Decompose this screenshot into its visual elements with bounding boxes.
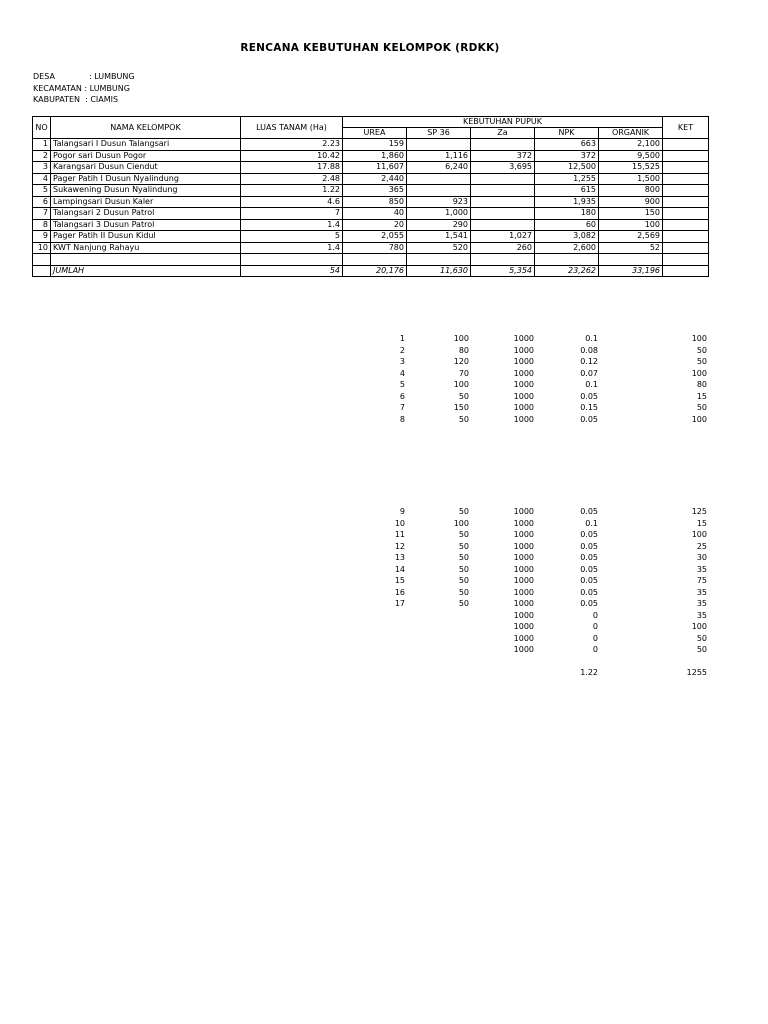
calc-value: 0.15 xyxy=(580,403,598,412)
cell-no: 6 xyxy=(33,196,51,208)
cell-urea: 780 xyxy=(343,242,407,254)
calc-value: 50 xyxy=(458,541,469,551)
calc-value: 120 xyxy=(453,357,469,366)
calc-value: 1000 xyxy=(513,599,534,608)
cell-ket xyxy=(663,162,709,174)
table-row xyxy=(33,139,709,151)
cell-luas-tanam: 7 xyxy=(241,208,343,220)
calc-row xyxy=(0,518,768,530)
calc-value: 12 xyxy=(394,541,405,551)
empty-cell xyxy=(407,254,471,266)
calc-value: 15 xyxy=(696,518,707,528)
cell-luas-tanam: 10.42 xyxy=(241,150,343,162)
cell-nama-kelompok: Talangsari 2 Dusun Patrol xyxy=(51,208,241,220)
cell-za: 1,027 xyxy=(471,231,535,243)
calc-value: 25 xyxy=(696,541,707,551)
table-row xyxy=(33,219,709,231)
calc-row xyxy=(0,414,768,426)
calc-value: 14 xyxy=(394,564,405,574)
cell-no: 2 xyxy=(33,150,51,162)
cell-urea: 850 xyxy=(343,196,407,208)
calc-value: 8 xyxy=(399,414,405,424)
calc-value: 1000 xyxy=(513,357,534,366)
calc-value: 35 xyxy=(696,599,707,608)
cell-no: 5 xyxy=(33,185,51,197)
calc-value: 100 xyxy=(691,622,707,631)
empty-cell xyxy=(663,265,709,277)
table-row xyxy=(33,150,709,162)
cell-luas-tanam: 4.6 xyxy=(241,196,343,208)
calc-value: 150 xyxy=(453,403,469,412)
cell-npk: 663 xyxy=(535,139,599,151)
calc-row xyxy=(0,644,768,656)
calc-value: 0.12 xyxy=(580,357,598,366)
calc-value: 100 xyxy=(691,414,707,424)
cell-organik: 15,525 xyxy=(599,162,663,174)
calc-row xyxy=(0,587,768,599)
calc-value: 0.05 xyxy=(580,564,598,574)
cell-nama-kelompok: Pogor sari Dusun Pogor xyxy=(51,150,241,162)
cell-urea: 20 xyxy=(343,219,407,231)
calc-value: 13 xyxy=(394,553,405,562)
calc-row xyxy=(0,610,768,622)
cell-nama-kelompok: Lampingsari Dusun Kaler xyxy=(51,196,241,208)
calc-value: 125 xyxy=(691,507,707,516)
calc-value: 7 xyxy=(399,403,405,412)
cell-npk: 180 xyxy=(535,208,599,220)
calc-value: 0.05 xyxy=(580,587,598,597)
cell-luas-tanam: 1.22 xyxy=(241,185,343,197)
calc-value: 50 xyxy=(458,553,469,562)
cell-sp36 xyxy=(407,139,471,151)
calc-value: 17 xyxy=(394,599,405,608)
calc-value: 1000 xyxy=(513,645,534,654)
cell-organik: 2,569 xyxy=(599,231,663,243)
table-row xyxy=(33,231,709,243)
cell-npk: 60 xyxy=(535,219,599,231)
cell-ket xyxy=(663,185,709,197)
cell-luas-tanam: 1.4 xyxy=(241,242,343,254)
calc-value: 15 xyxy=(696,391,707,401)
calc-value: 11 xyxy=(394,530,405,539)
header-nama-kelompok: NAMA KELOMPOK xyxy=(51,117,241,139)
cell-urea: 1,860 xyxy=(343,150,407,162)
calc-row xyxy=(0,391,768,403)
calc-value: 3 xyxy=(399,357,405,366)
calc-value: 70 xyxy=(458,368,469,378)
cell-sp36: 923 xyxy=(407,196,471,208)
calc-value: 35 xyxy=(696,610,707,620)
calc-value: 1000 xyxy=(513,391,534,401)
empty-cell xyxy=(343,254,407,266)
calc-value: 1000 xyxy=(513,610,534,620)
cell-sp36: 520 xyxy=(407,242,471,254)
calc-value: 1000 xyxy=(513,587,534,597)
cell-luas-tanam: 2.23 xyxy=(241,139,343,151)
header-organik: ORGANIK xyxy=(599,128,663,139)
calc-row xyxy=(0,368,768,380)
empty-cell xyxy=(33,254,51,266)
empty-cell xyxy=(599,254,663,266)
calc-value: 0.1 xyxy=(585,380,598,389)
calc-value: 0.1 xyxy=(585,334,598,343)
calc-value: 1000 xyxy=(513,380,534,389)
cell-npk: 2,600 xyxy=(535,242,599,254)
calc-value: 0 xyxy=(592,633,598,643)
calc-value: 16 xyxy=(394,587,405,597)
calc-value: 0.07 xyxy=(580,368,598,378)
header-ket: KET xyxy=(663,117,709,139)
calc-value: 50 xyxy=(696,633,707,643)
calc-row xyxy=(0,541,768,553)
calc-row xyxy=(0,575,768,587)
cell-urea: 159 xyxy=(343,139,407,151)
calc-value: 50 xyxy=(458,599,469,608)
cell-npk: 12,500 xyxy=(535,162,599,174)
cell-sp36: 1,000 xyxy=(407,208,471,220)
cell-organik: 1,500 xyxy=(599,173,663,185)
calc-value: 1000 xyxy=(513,334,534,343)
cell-organik: 800 xyxy=(599,185,663,197)
calc-value: 0.05 xyxy=(580,507,598,516)
calc-value: 100 xyxy=(691,368,707,378)
calc-value: 0.05 xyxy=(580,391,598,401)
cell-npk: 615 xyxy=(535,185,599,197)
cell-ket xyxy=(663,208,709,220)
calc-value: 0.08 xyxy=(580,345,598,355)
cell-ket xyxy=(663,150,709,162)
cell-npk: 3,082 xyxy=(535,231,599,243)
cell-ket xyxy=(663,173,709,185)
table-row xyxy=(33,208,709,220)
calc-row xyxy=(0,333,768,345)
calc-value: 1000 xyxy=(513,576,534,585)
rdkk-table xyxy=(32,116,709,277)
cell-nama-kelompok: Talangsari 3 Dusun Patrol xyxy=(51,219,241,231)
calc-row xyxy=(0,633,768,645)
cell-urea: 365 xyxy=(343,185,407,197)
calc-value: 1000 xyxy=(513,345,534,355)
calc-value: 35 xyxy=(696,564,707,574)
calc-value: 1000 xyxy=(513,414,534,424)
header-luas-tanam: LUAS TANAM (Ha) xyxy=(241,117,343,139)
cell-organik: 9,500 xyxy=(599,150,663,162)
total-za: 5,354 xyxy=(471,265,535,277)
cell-no: 4 xyxy=(33,173,51,185)
cell-no: 3 xyxy=(33,162,51,174)
cell-ket xyxy=(663,196,709,208)
cell-za xyxy=(471,139,535,151)
empty-cell xyxy=(241,254,343,266)
cell-nama-kelompok: Pager Patih II Dusun Kidul xyxy=(51,231,241,243)
cell-nama-kelompok: KWT Nanjung Rahayu xyxy=(51,242,241,254)
calc-value: 80 xyxy=(458,345,469,355)
calc-value: 50 xyxy=(458,414,469,424)
table-row xyxy=(33,173,709,185)
cell-ket xyxy=(663,139,709,151)
table-row xyxy=(33,185,709,197)
header-sp36: SP 36 xyxy=(407,128,471,139)
cell-organik: 2,100 xyxy=(599,139,663,151)
cell-za xyxy=(471,219,535,231)
table-row xyxy=(33,196,709,208)
calc-value: 35 xyxy=(696,587,707,597)
cell-npk: 372 xyxy=(535,150,599,162)
calc-value: 100 xyxy=(453,518,469,528)
calc-row xyxy=(0,402,768,414)
calc-value: 50 xyxy=(458,507,469,516)
cell-npk: 1,255 xyxy=(535,173,599,185)
calc-value: 2 xyxy=(399,345,405,355)
calc-row xyxy=(0,379,768,391)
cell-luas-tanam: 17.88 xyxy=(241,162,343,174)
table-row xyxy=(33,162,709,174)
calc-value: 6 xyxy=(399,391,405,401)
calc-value: 0.05 xyxy=(580,541,598,551)
info-desa: DESA : LUMBUNG xyxy=(33,72,135,81)
calc-value: 75 xyxy=(696,576,707,585)
cell-ket xyxy=(663,219,709,231)
cell-no: 7 xyxy=(33,208,51,220)
cell-sp36: 290 xyxy=(407,219,471,231)
calc-value: 0 xyxy=(592,610,598,620)
calc-value: 1000 xyxy=(513,541,534,551)
calculation-block-2 xyxy=(0,506,768,656)
calc-value: 0.05 xyxy=(580,599,598,608)
calc-value: 80 xyxy=(696,380,707,389)
calc-value: 4 xyxy=(399,368,405,378)
cell-za xyxy=(471,185,535,197)
calc-row xyxy=(0,529,768,541)
empty-cell xyxy=(535,254,599,266)
header-urea: UREA xyxy=(343,128,407,139)
calc-row xyxy=(0,564,768,576)
calc-row xyxy=(0,621,768,633)
cell-luas-tanam: 1.4 xyxy=(241,219,343,231)
calc-value: 1000 xyxy=(513,507,534,516)
cell-sp36: 1,116 xyxy=(407,150,471,162)
cell-no: 1 xyxy=(33,139,51,151)
cell-no: 8 xyxy=(33,219,51,231)
calc-value: 0.1 xyxy=(585,518,598,528)
calc-value: 100 xyxy=(691,530,707,539)
calc-value: 50 xyxy=(696,645,707,654)
calc-value: 50 xyxy=(696,357,707,366)
cell-nama-kelompok: Pager Patih I Dusun Nyalindung xyxy=(51,173,241,185)
calc-value: 0.05 xyxy=(580,414,598,424)
total-sp36: 11,630 xyxy=(407,265,471,277)
cell-nama-kelompok: Talangsari I Dusun Talangsari xyxy=(51,139,241,151)
cell-nama-kelompok: Karangsari Dusun Ciendut xyxy=(51,162,241,174)
cell-sp36: 1,541 xyxy=(407,231,471,243)
cell-za: 3,695 xyxy=(471,162,535,174)
calc-value: 1000 xyxy=(513,368,534,378)
calc-row xyxy=(0,598,768,610)
cell-no: 9 xyxy=(33,231,51,243)
calc-value: 9 xyxy=(399,507,405,516)
location-info xyxy=(33,71,135,106)
calc-value: 100 xyxy=(691,334,707,343)
cell-sp36 xyxy=(407,173,471,185)
info-kecamatan: KECAMATAN : LUMBUNG xyxy=(33,83,130,93)
total-organik: 33,196 xyxy=(599,265,663,277)
cell-luas-tanam: 2.48 xyxy=(241,173,343,185)
calc-value: 1000 xyxy=(513,403,534,412)
calc-value: 50 xyxy=(696,403,707,412)
calc-value: 0 xyxy=(592,622,598,631)
info-kabupaten: KABUPATEN : CIAMIS xyxy=(33,95,119,104)
empty-cell xyxy=(33,265,51,277)
cell-organik: 100 xyxy=(599,219,663,231)
calc-value: 50 xyxy=(458,391,469,401)
table-spacer-row xyxy=(33,254,709,266)
header-kebutuhan-pupuk: KEBUTUHAN PUPUK xyxy=(343,117,663,128)
calc-value: 100 xyxy=(453,334,469,343)
total-luas: 54 xyxy=(241,265,343,277)
calc-value: 0.05 xyxy=(580,553,598,562)
header-za: Za xyxy=(471,128,535,139)
total-label: JUMLAH xyxy=(51,265,241,277)
cell-urea: 11,607 xyxy=(343,162,407,174)
cell-ket xyxy=(663,231,709,243)
calc-value: 100 xyxy=(453,380,469,389)
cell-organik: 150 xyxy=(599,208,663,220)
calc-value: 10 xyxy=(394,518,405,528)
calc-value: 0.05 xyxy=(580,530,598,539)
calc-value: 0 xyxy=(592,645,598,654)
cell-luas-tanam: 5 xyxy=(241,231,343,243)
cell-npk: 1,935 xyxy=(535,196,599,208)
calculation-block-1 xyxy=(0,333,768,425)
calc-value: 5 xyxy=(399,380,405,389)
header-npk: NPK xyxy=(535,128,599,139)
cell-urea: 2,440 xyxy=(343,173,407,185)
cell-za xyxy=(471,196,535,208)
total-row xyxy=(33,265,709,277)
cell-organik: 52 xyxy=(599,242,663,254)
cell-urea: 2,055 xyxy=(343,231,407,243)
calc-value: 50 xyxy=(458,564,469,574)
empty-cell xyxy=(471,254,535,266)
calc-value: 1000 xyxy=(513,564,534,574)
empty-cell xyxy=(51,254,241,266)
document-title: RENCANA KEBUTUHAN KELOMPOK (RDKK) xyxy=(240,42,500,54)
calc-value: 15 xyxy=(394,576,405,585)
cell-organik: 900 xyxy=(599,196,663,208)
calc-value: 50 xyxy=(458,587,469,597)
calc-row xyxy=(0,356,768,368)
calc-value: 50 xyxy=(458,530,469,539)
cell-za xyxy=(471,173,535,185)
cell-za: 260 xyxy=(471,242,535,254)
total-urea: 20,176 xyxy=(343,265,407,277)
calc-row xyxy=(0,506,768,518)
calc-value: 0.05 xyxy=(580,576,598,585)
calc-value: 1000 xyxy=(513,518,534,528)
cell-za: 372 xyxy=(471,150,535,162)
calc-value: 50 xyxy=(696,345,707,355)
calc-value: 1000 xyxy=(513,553,534,562)
cell-no: 10 xyxy=(33,242,51,254)
header-no: NO xyxy=(33,117,51,139)
cell-urea: 40 xyxy=(343,208,407,220)
cell-ket xyxy=(663,242,709,254)
cell-nama-kelompok: Sukawening Dusun Nyalindung xyxy=(51,185,241,197)
calc-row xyxy=(0,345,768,357)
calculation-totals xyxy=(0,667,768,679)
table-row xyxy=(33,242,709,254)
calc-value: 50 xyxy=(458,576,469,585)
calc-row xyxy=(0,552,768,564)
empty-cell xyxy=(663,254,709,266)
cell-za xyxy=(471,208,535,220)
total-npk: 23,262 xyxy=(535,265,599,277)
cell-sp36: 6,240 xyxy=(407,162,471,174)
cell-sp36 xyxy=(407,185,471,197)
calc-value: 1000 xyxy=(513,633,534,643)
calc-value: 1000 xyxy=(513,530,534,539)
calc-value: 30 xyxy=(696,553,707,562)
calc-value: 1000 xyxy=(513,622,534,631)
calc-value: 1 xyxy=(399,334,405,343)
calc-total-e: 1255 xyxy=(686,668,707,677)
calc-total-d: 1.22 xyxy=(580,668,598,677)
